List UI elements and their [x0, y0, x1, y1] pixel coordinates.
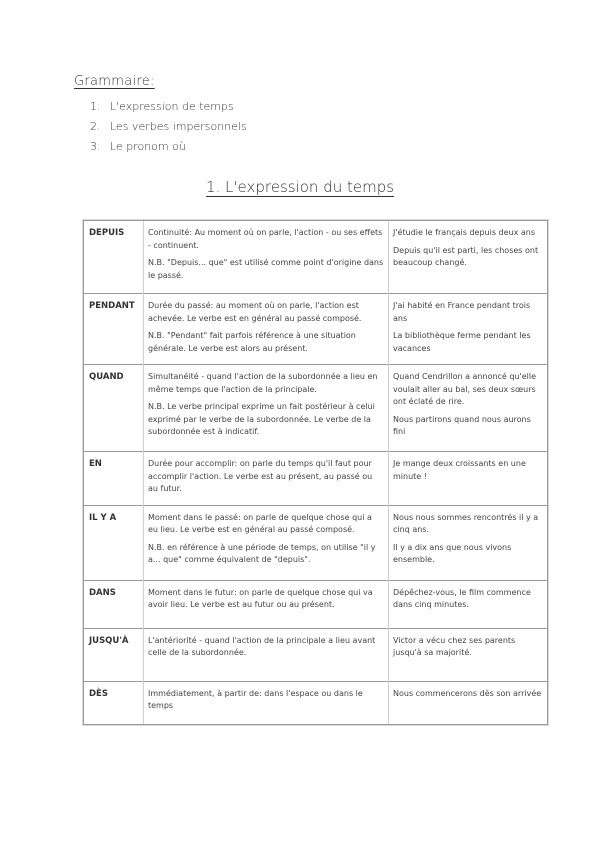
table-row	[84, 681, 547, 724]
example-text: Depuis qu'il est parti, les choses ont beaucoup changé.	[393, 245, 539, 267]
example-text: Nous partirons quand nous aurons fini	[393, 414, 531, 436]
example-text: Nous nous sommes rencontrés il y a cinq ans.	[393, 512, 539, 534]
list-item	[90, 118, 247, 138]
list-item-label: Les verbes impersonnels	[110, 120, 247, 133]
example-text: Victor a vécu chez ses parents jusqu'à sa majorité.	[393, 635, 516, 657]
explanation-cell	[144, 221, 389, 294]
explanation-cell	[144, 294, 389, 365]
example-text: Dépêchez-vous, le film commence dans cinq minutes.	[393, 587, 531, 609]
table-row	[84, 452, 547, 506]
explanation-text: Moment dans le passé: on parle de quelque chose qui a eu lieu. Le verbe est en général au passé composé.	[148, 512, 372, 534]
explanation-text: Continuité: Au moment où on parle, l'action - ou ses effets - continuent.	[148, 228, 383, 250]
table-row	[84, 365, 547, 452]
list-item-number: 2.	[90, 120, 101, 133]
explanation-cell	[144, 681, 389, 724]
example-cell	[389, 505, 548, 580]
term-cell: EN	[84, 452, 144, 506]
term-cell: DANS	[84, 580, 144, 628]
grammar-heading: Grammaire:	[74, 74, 155, 89]
time-expression-table	[83, 220, 548, 725]
example-text: J'ai habité en France pendant trois ans	[393, 301, 531, 323]
table-row	[84, 580, 547, 628]
list-item-label: L'expression de temps	[110, 100, 234, 113]
example-cell	[389, 221, 548, 294]
list-item	[90, 138, 247, 158]
term-cell: IL Y A	[84, 505, 144, 580]
explanation-text: Moment dans le futur: on parle de quelque chose qui va avoir lieu. Le verbe est au futur ou au présent.	[148, 587, 373, 609]
term-cell: PENDANT	[84, 294, 144, 365]
table-row	[84, 221, 547, 294]
list-item-number: 1.	[90, 100, 101, 113]
term-cell: QUAND	[84, 365, 144, 452]
term-cell: JUSQU'À	[84, 628, 144, 681]
example-cell	[389, 628, 548, 681]
table-row	[84, 505, 547, 580]
explanation-note: N.B. en référence à une période de temps, on utilise "il y a... que" comme équivalent de "depuis".	[148, 542, 376, 564]
explanation-text: L'antériorité - quand l'action de la principale a lieu avant celle de la subordonnée.	[148, 635, 376, 657]
explanation-note: N.B. "Pendant" fait parfois référence à une situation générale. Le verbe est alors au présent.	[148, 331, 356, 353]
example-cell	[389, 681, 548, 724]
example-text: J'étudie le français depuis deux ans	[393, 228, 536, 237]
explanation-text: Durée du passé: au moment où on parle, l'action est achevée. Le verbe est en général au passé composé.	[148, 301, 362, 323]
explanation-note: N.B. "Depuis... que" est utilisé comme point d'origine dans le passé.	[148, 258, 384, 280]
term-cell: DÈS	[84, 681, 144, 724]
explanation-cell	[144, 505, 389, 580]
section-title: 1. L'expression du temps	[205, 178, 395, 196]
explanation-cell	[144, 452, 389, 506]
example-cell	[389, 365, 548, 452]
explanation-note: N.B. Le verbe principal exprime un fait postérieur à celui exprimé par le verbe de la subordonnée. Le verbe de la subordonnée est à indicatif.	[148, 402, 375, 436]
explanation-cell	[144, 365, 389, 452]
list-item-label: Le pronom où	[110, 140, 186, 153]
example-text: Je mange deux croissants en une minute !	[393, 459, 526, 481]
explanation-text: Immédiatement, à partir de: dans l'espace ou dans le temps	[148, 688, 363, 710]
term-cell: DEPUIS	[84, 221, 144, 294]
example-cell	[389, 294, 548, 365]
example-cell	[389, 580, 548, 628]
explanation-text: Simultanéité - quand l'action de la subordonnée a lieu en même temps que l'action de la principale.	[148, 372, 378, 394]
list-item-number: 3.	[90, 140, 101, 153]
list-item	[90, 98, 247, 118]
table-row	[84, 628, 547, 681]
example-text: Quand Cendrillon a annoncé qu'elle voulait aller au bal, ses deux sœurs ont éclaté de rire.	[393, 372, 537, 406]
example-text: La bibliothèque ferme pendant les vacances	[393, 331, 531, 353]
table-row	[84, 294, 547, 365]
explanation-cell	[144, 628, 389, 681]
example-text: Il y a dix ans que nous vivons ensemble.	[393, 542, 512, 564]
explanation-text: Durée pour accomplir: on parle du temps qu'il faut pour accomplir l'action. Le verbe est au présent, au passé ou au futur.	[148, 459, 373, 493]
example-text: Nous commencerons dès son arrivée	[393, 688, 542, 698]
example-cell	[389, 452, 548, 506]
grammar-topic-list	[90, 98, 247, 158]
explanation-cell	[144, 580, 389, 628]
